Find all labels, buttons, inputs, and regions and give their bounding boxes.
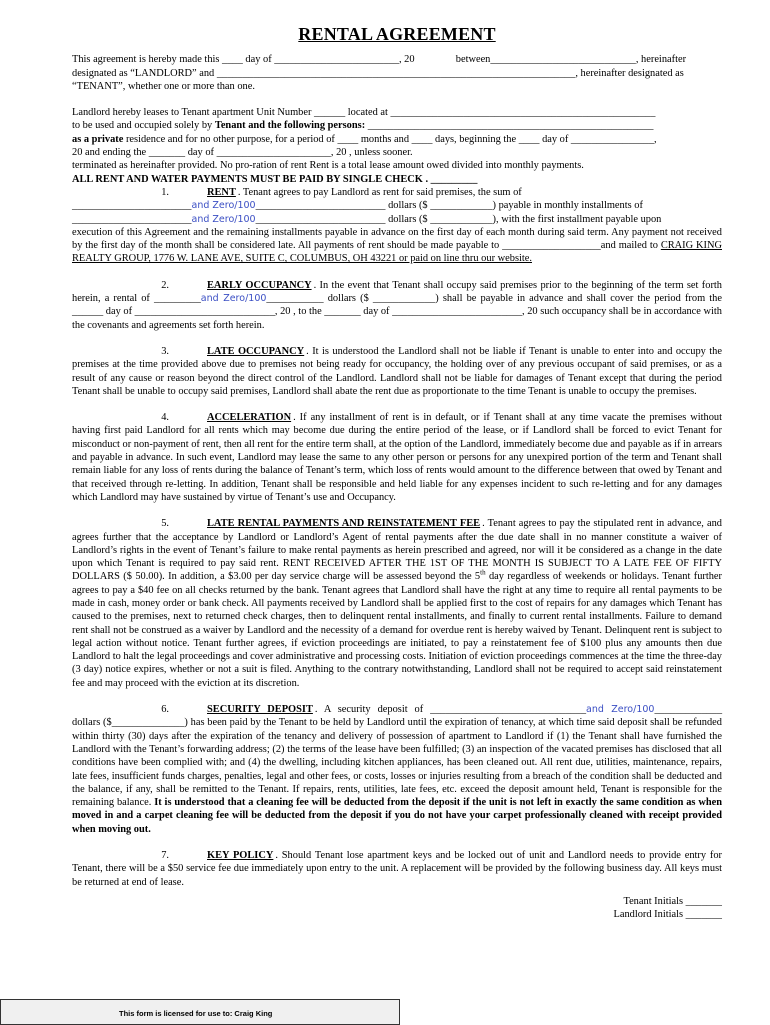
- section-text: day regardless of weekends or holidays. Tenant further agrees to pay a $40 fee on all checks returned by the bank. Tenant agrees that Landlord shall have the right at any time to require all rental payments to be made in cash, money order or bank check. All payments received by Landlord shall be applied first to the cost of repairs for any damages which Tenant has caused to the premises, next to returned check charges, then to delinquent rental installments, and finally to current rental installments. Failure to demand rent shall not be construed as a waiver by Landlord and the necessity of a demand for overdue rent is hereby waived by Tenant. Delinquent rent is subject to legal action without notice. Tenant further agrees, if eviction proceedings are initiated, to pay a reinstatement fee of $100 plus any amounts then due Landlord to halt the legal proceedings and cover administrative and processing costs. Initiation of eviction proceedings commences at the time the three-day (3 day) notice expires, whether or not a suit is filed. Anything to the contrary notwithstanding, Landlord shall not be required to accept said reinstatement fee and may proceed with the eviction at its discretion.: [72, 571, 722, 689]
- section-number: 4.: [161, 412, 169, 424]
- intro-line2: designated as “LANDLORD” and _____________________________________________________________________, hereinafter designated as: [72, 67, 684, 79]
- intro-paragraph: [72, 53, 722, 93]
- section-security-deposit: 6. SECURITY DEPOSIT . A security deposit of ______________________________and Zero/100_____________ dollars ($______________) has been paid by the Tenant to be held by Landlord until the expiration of tenancy, at which time said deposit shall be refunded within thirty (30) days after the expiration of the tenancy and delivery of possession of apartment to Landlord if (1) the Tenant shall have furnished the Landlord with the Tenant’s forwarding address; (2) the terms of the lease have been fulfilled; (3) an inspection of the vacated premises has disclosed that all conditions have been complied with; and (4) the dwelling, including kitchen appliances, has been cleaned out. All rent due, utilities, maintenance, repairs, late fees, insufficient funds charges, penalties, legal and other fees, or costs, losses or injuries resulting from a breach of the condition shall be deducted and the balance, if any, shall be remitted to the Tenant. If repairs, rents, utilities, late fees, etc. exceed the deposit amount held, Tenant is responsible for the remaining balance. It is understood that a cleaning fee will be deducted from the deposit if the unit is not left in exactly the same condition as when moved in and a carpet cleaning fee will be deducted from the deposit if you do not have your carpet professionally cleaned with receipt provided when moving out.: [72, 704, 723, 835]
- section-text: . A security deposit of: [314, 704, 431, 716]
- license-text: This form is licensed for use to: Craig King: [119, 1009, 273, 1018]
- section-number: 1.: [161, 186, 169, 198]
- filled-amount[interactable]: and Zero/100: [200, 293, 267, 305]
- section-early-occupancy: 2. EARLY OCCUPANCY . In the event that Tenant shall occupy said premises prior to the beginning of the term set forth herein, a rental of _________and Zero/100___________ dollars ($ ____________) shall be payable in advance and shall cover the period from the ______ day of ___________________________, 20 , to the _______ day of _________________________, 20 such occupancy shall be in accordance with the covenants and agreements set forth herein.: [72, 279, 722, 331]
- document-title: RENTAL AGREEMENT: [298, 24, 496, 44]
- section-number: 5.: [161, 518, 169, 530]
- section-heading: LATE OCCUPANCY: [207, 345, 305, 357]
- filled-amount[interactable]: and Zero/100: [191, 213, 256, 225]
- landlord-initials[interactable]: Landlord Initials _______: [613, 909, 722, 921]
- section-heading: LATE RENTAL PAYMENTS AND REINSTATEMENT FEE: [207, 518, 481, 530]
- lease-line2-b: Tenant and the following persons:: [214, 120, 366, 132]
- lease-line2-a: to be used and occupied solely by: [72, 120, 215, 132]
- intro-line3: “TENANT”, whether one or more than one.: [72, 80, 255, 92]
- lease-line6: ALL RENT AND WATER PAYMENTS MUST BE PAID BY SINGLE CHECK . _________: [72, 173, 478, 185]
- section-text: dollars ($ ____________) payable in monthly installments of: [385, 200, 643, 212]
- section-text: . Tenant agrees to pay the stipulated rent in advance, and agrees further that the acceptance by Landlord or Landlord’s Agent of rental payments after the due date shall in no manner constitute a waiver of Landlord’s rights in the event of Tenant’s failure to make rental payments as herein prescribed and agreed, nor will it be considered as a change in the date upon which Tenant is required to pay said rent. RENT RECEIVED AFTER THE 1ST OF THE MONTH IS SUBJECT TO A LATE FEE OF FIFTY DOLLARS ($ 50.00). In addition, a $3.00 per day service charge will be assessed beyond the 5: [72, 518, 722, 583]
- section-acceleration: [72, 411, 722, 504]
- lease-line1: Landlord hereby leases to Tenant apartment Unit Number ______ located at ___________________________________________________: [72, 107, 656, 119]
- section-text: execution of this Agreement and the remaining installments payable in advance on the first day of each month during said term. Any payment not received by the first day of the month shall be considered late. All payments of rent should be made payable to ___________________and mailed to: [72, 226, 722, 252]
- section-number: 7.: [161, 850, 169, 862]
- section-text: . In the event that Tenant shall occupy said premises prior to the beginning of the term set forth herein, a rental of: [72, 279, 722, 305]
- lease-line3-b: residence and for no other purpose, for a period of ____ months and ____ days, beginning the ____ day of ________________,: [123, 133, 657, 145]
- section-text: dollars ($ ____________) shall be payable in advance and shall cover the period from the ______ day of ___________________________, 20 , to the _______ day of _________________________, 20 such occupancy shall be in accordance with the covenants and agreements set forth herein.: [72, 293, 722, 331]
- payment-address: CRAIG KING REALTY GROUP, 1776 W. LANE AVE, SUITE C, COLUMBUS, OH 43221 or paid on line thru our website.: [72, 240, 722, 265]
- section-number: 6.: [161, 704, 169, 716]
- filled-amount[interactable]: and Zero/100: [586, 704, 655, 716]
- tenant-initials[interactable]: Tenant Initials _______: [623, 895, 722, 907]
- filled-amount[interactable]: and Zero/100: [191, 200, 256, 212]
- section-heading: SECURITY DEPOSIT: [207, 704, 313, 716]
- section-text: . It is understood the Landlord shall not be liable if Tenant is unable to enter into and occupy the premises at the time provided above due to premises not being ready for occupancy, the holding over of any previous occupant of said premises, or as a result of any cause or reason beyond the direct control of the Landlord. Landlord shall not be liable for damages of Tenant except that during the period Tenant shall be unable to occupy said premises, Landlord shall abate the rent due as proportionate to the time Tenant is unable to occupy the premises.: [72, 345, 722, 397]
- intro-line1-a: This agreement is hereby made this ____ day of ________________________, 20: [72, 54, 415, 66]
- license-footer: [0, 999, 400, 1025]
- section-late-fee: [72, 517, 722, 690]
- cleaning-fee-notice: It is understood that a cleaning fee will be deducted from the deposit if the unit is not left in exactly the same condition as when moved in and a carpet cleaning fee will be deducted from the deposit if you do not have your carpet professionally cleaned with receipt provided when moving out.: [72, 797, 722, 835]
- lease-line5: terminated as hereinafter provided. No pro-ration of rent Rent is a total lease amount owed divided into monthly payments.: [72, 160, 584, 172]
- section-heading: ACCELERATION: [207, 412, 292, 424]
- lease-paragraph: [72, 106, 722, 186]
- lease-line3-a: as a private: [72, 133, 124, 145]
- section-key-policy: [72, 849, 722, 889]
- section-text: dollars ($______________) has been paid by the Tenant to be held by Landlord until the expiration of tenancy, at which time said deposit shall be refunded within thirty (30) days after the expiration of the tenancy and delivery of possession of apartment to Landlord if (1) the Tenant shall have furnished the Landlord with the Tenant’s forwarding address; (2) the terms of the lease have been fulfilled; (3) an inspection of the vacated premises has disclosed that all conditions have been complied with; and (4) the dwelling, including kitchen appliances, has been cleaned out. All rent due, utilities, maintenance, repairs, late fees, insufficient funds charges, penalties, legal and other fees, or costs, losses or injuries resulting from a breach of the condition shall be deducted and the balance, if any, shall be remitted to the Tenant. If repairs, rents, utilities, late fees, etc. exceed the deposit amount held, Tenant is responsible for the remaining balance.: [72, 717, 722, 809]
- section-rent: 1. RENT . Tenant agrees to pay Landlord as rent for said premises, the sum of _______________________and Zero/100_________________________ dollars ($ ____________) payable in monthly installments of _______________________and Zero/100_________________________ dollars ($ ____________), with the first installment payable upon execution of this Agreement and the remaining installments payable in advance on the first day of each month during said term. Any payment not received by the first day of the month shall be considered late. All payments of rent should be made payable to ___________________and mailed to CRAIG KING REALTY GROUP, 1776 W. LANE AVE, SUITE C, COLUMBUS, OH 43221 or paid on line thru our website.: [72, 186, 722, 265]
- section-text: dollars ($ ____________), with the first installment payable upon: [385, 213, 662, 225]
- intro-line1-c: ____________________________, hereinafter: [490, 54, 687, 66]
- section-late-occupancy: [72, 345, 722, 398]
- section-text: . Tenant agrees to pay Landlord as rent for said premises, the sum of: [237, 186, 522, 198]
- section-heading: RENT: [207, 186, 236, 198]
- section-text: . Should Tenant lose apartment keys and be locked out of unit and Landlord needs to provide entry for Tenant, there will be a $50 service fee due immediately upon entry to the unit. A replacement will be provided by the following business day. All keys must be returned at end of lease.: [72, 850, 722, 888]
- section-text: . If any installment of rent is in default, or if Tenant shall at any time vacate the premises without having first paid Landlord for all rents which may become due during the entire period of the lease, or if Landlord shall be forced to evict Tenant for misconduct or non-payment of rent, then all rent for the entire term shall, at the option of the Landlord, immediately become due and payable as if in arrears and payable in advance. In such event, Landlord may lease the same to any other person or persons for any unexpired portion of the term and Tenant shall remain liable for any loss of rents during the balance of Tenant’s term, which loss of rents would amount to the difference between that owed by Tenant and that received through re-letting. In addition, Tenant shall be responsible and held liable for any expenses incident to such re-letting and for any damages which Landlord may have sustained by virtue of Tenant’s use and Occupancy.: [72, 412, 722, 503]
- section-number: 2.: [161, 279, 169, 291]
- agreement-page: [72, 24, 723, 922]
- superscript: th: [480, 568, 486, 577]
- section-heading: KEY POLICY: [207, 850, 274, 862]
- section-number: 3.: [161, 345, 169, 357]
- lease-line4: 20 and ending the _______ day of ______________________, 20 , unless sooner.: [72, 147, 413, 159]
- intro-line1-b: between: [455, 54, 491, 66]
- section-heading: EARLY OCCUPANCY: [207, 279, 312, 291]
- lease-line2-c: _______________________________________________________: [365, 120, 654, 132]
- initials-block: [72, 895, 722, 922]
